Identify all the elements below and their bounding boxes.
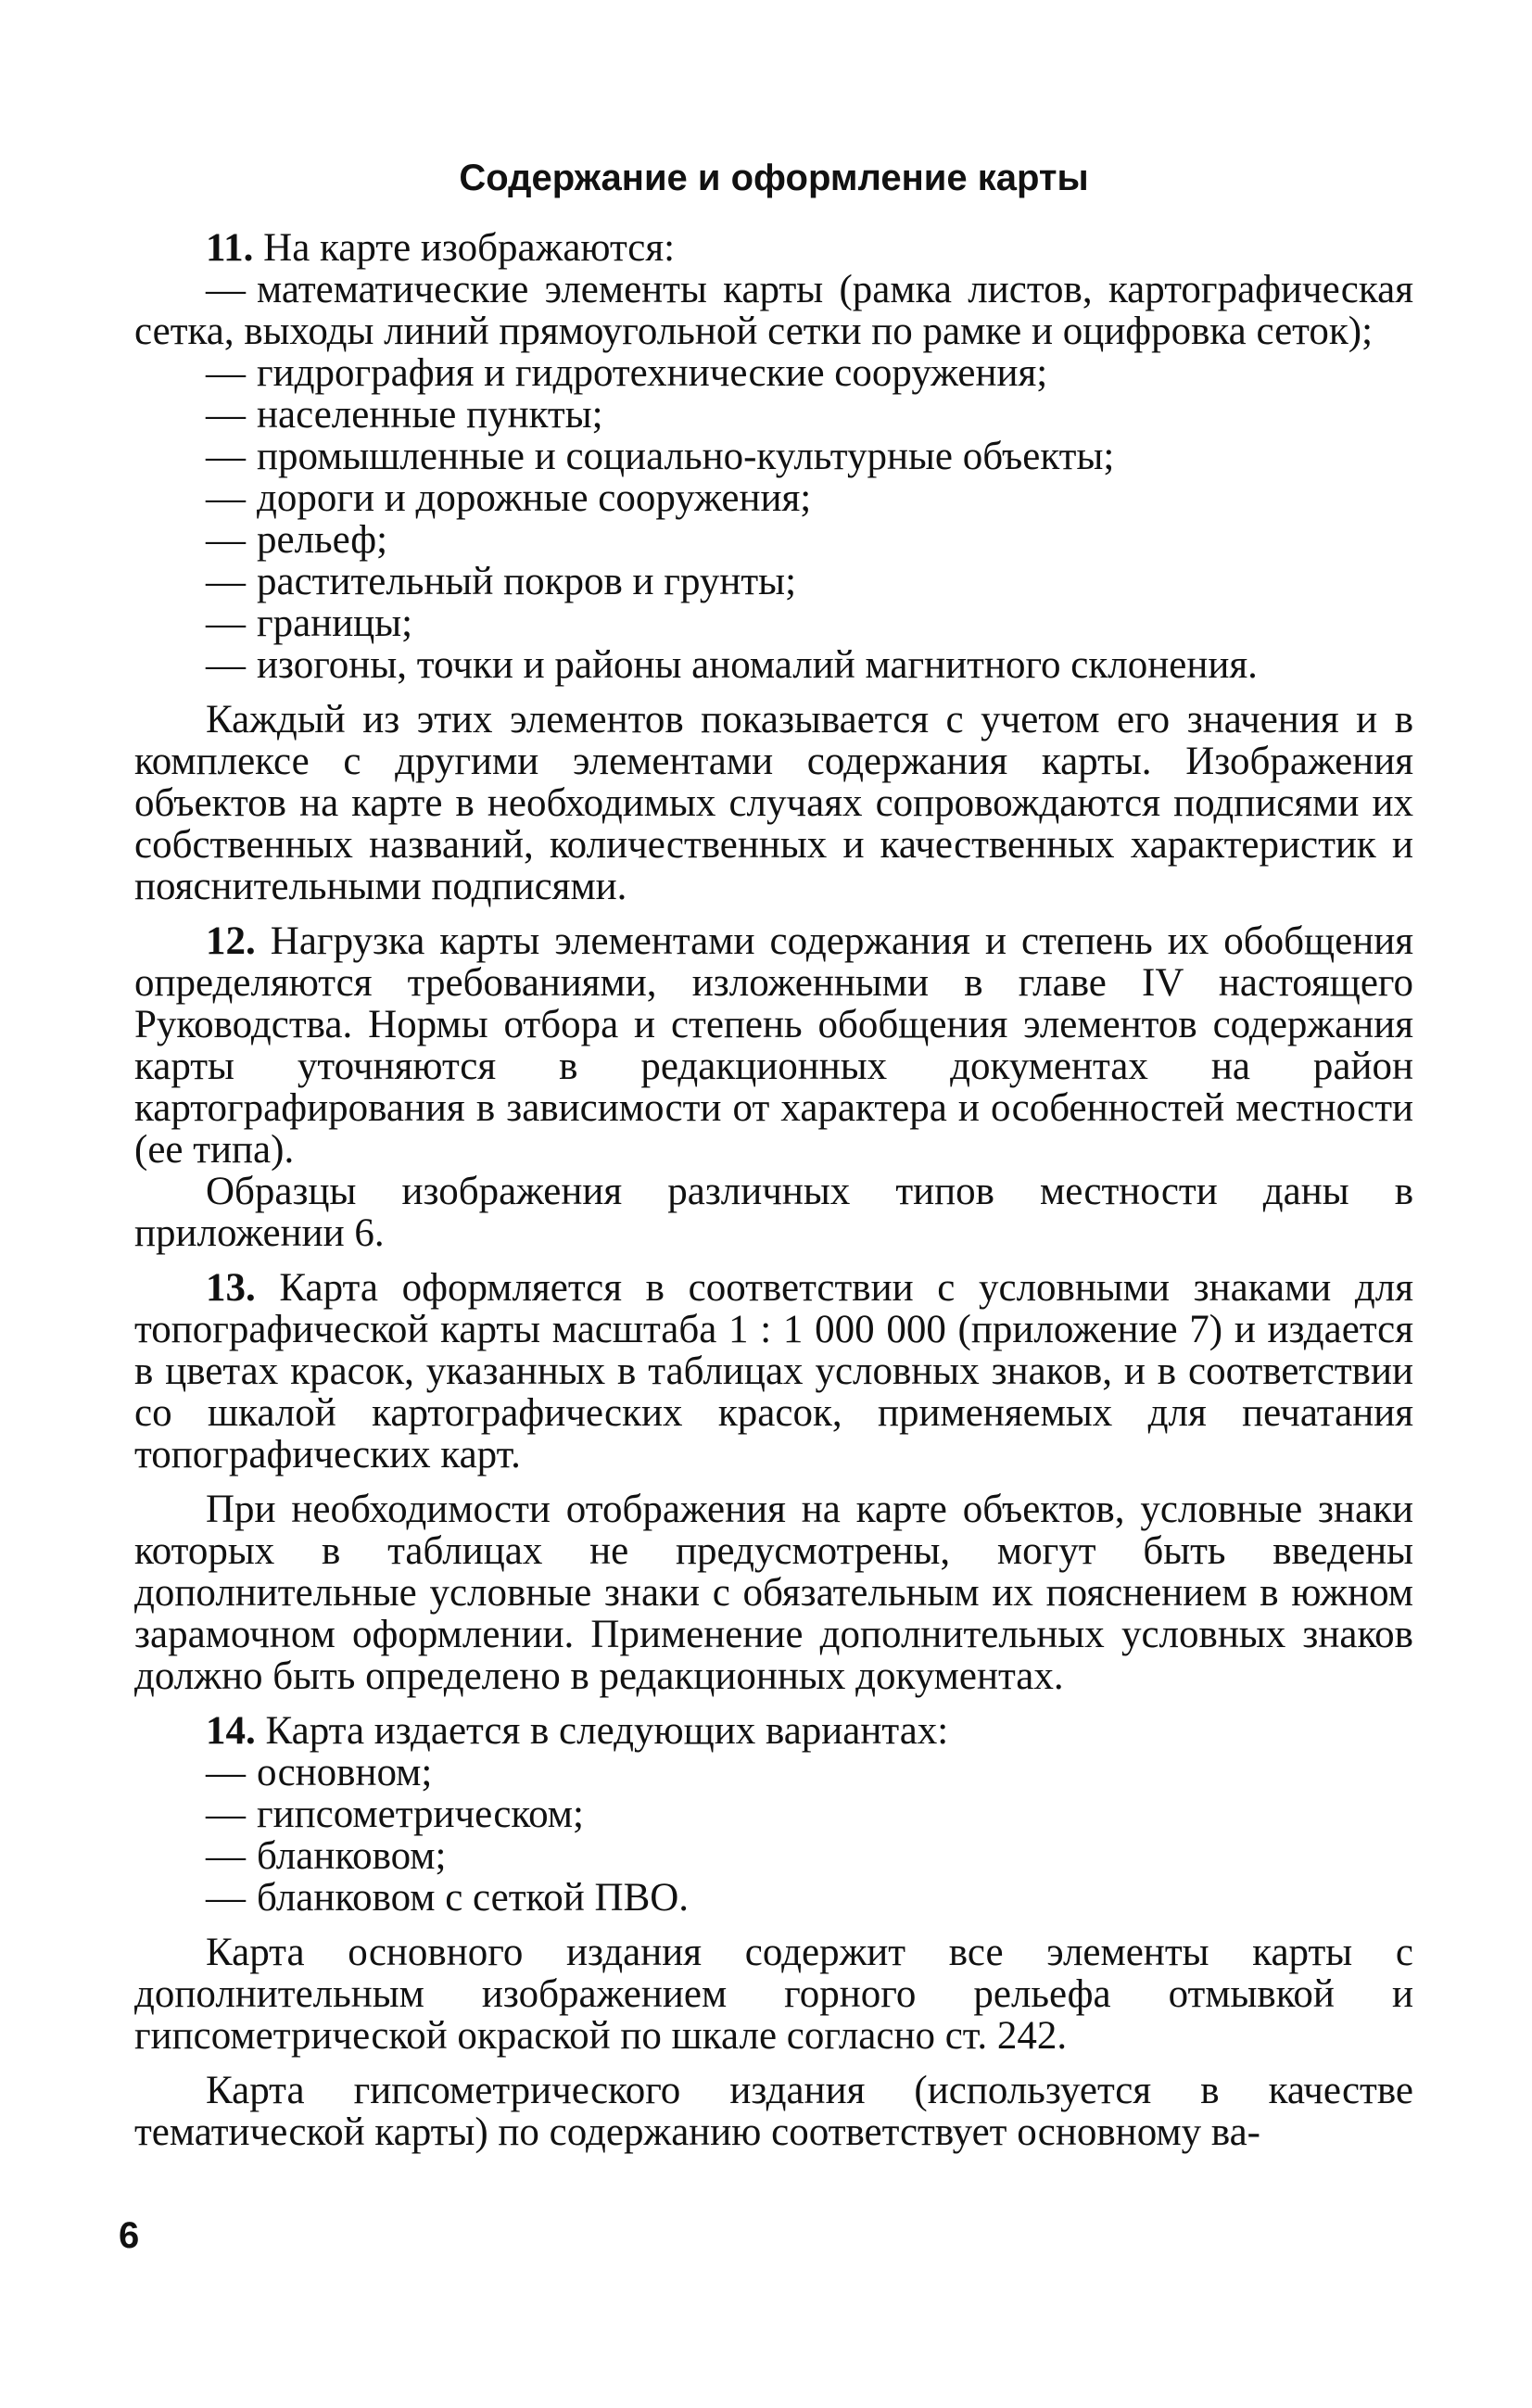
list-item <box>134 519 1413 561</box>
list-item <box>134 1793 1413 1835</box>
dash-mark: — <box>206 268 246 311</box>
list-14 <box>134 1752 1413 1919</box>
page-number: 6 <box>119 2215 140 2256</box>
paragraph-number: 14. <box>206 1709 256 1753</box>
paragraph-14 <box>134 1710 1413 1752</box>
paragraph-number: 13. <box>206 1266 256 1310</box>
list-item <box>134 561 1413 602</box>
paragraph-number: 12. <box>206 919 256 963</box>
list-item <box>134 352 1413 394</box>
paragraph-13-continuation: При необходимости отображения на карте объектов, условные знаки которых в таблицах не предусмотрены, могут быть введены дополнительные условные знаки с обязательным их пояснением в южном зарамочном оформлении. Применение дополнительных условных знаков должно быть определено в редакционных документах. <box>134 1488 1413 1698</box>
dash-mark: — <box>206 560 246 603</box>
list-item-text: населенные пункты; <box>257 393 603 437</box>
section-heading: Содержание и оформление карты <box>459 158 1089 198</box>
paragraph-11 <box>134 227 1413 269</box>
list-item-text: бланковом; <box>257 1834 447 1878</box>
list-item-text: гидрография и гидротехнические сооружения; <box>257 351 1048 395</box>
list-item-text: дороги и дорожные сооружения; <box>257 476 812 520</box>
paragraph-text: Нагрузка карты элементами содержания и степень их обобщения определяются требованиями, изложенными в главе IV настоящего Руководства. Нормы отбора и степень обобщения элементов содержания карты уточняются в редакционных документах на район картографирования в зависимости от характера и особенностей местности (ее типа). <box>134 919 1414 1172</box>
paragraph-number: 11. <box>206 226 254 270</box>
list-item-text: границы; <box>257 602 413 645</box>
list-11 <box>134 269 1413 686</box>
paragraph-14-continuation-1: Карта основного издания содержит все элементы карты с дополнительным изображением горного рельефа отмывкой и гипсометрической окраской по шкале согласно ст. 242. <box>134 1931 1413 2058</box>
dash-mark: — <box>206 518 246 562</box>
page-body <box>134 130 1413 2153</box>
list-item <box>134 1835 1413 1877</box>
paragraph-12-continuation: Образцы изображения различных типов местности даны в приложении 6. <box>134 1170 1413 1255</box>
dash-mark: — <box>206 476 246 520</box>
paragraph-11-continuation: Каждый из этих элементов показывается с учетом его значения и в комплексе с другими элементами содержания карты. Изображения объектов на карте в необходимых случаях сопровождаются подписями их собственных названий, количественных и качественных характеристик и пояснительными подписями. <box>134 698 1413 908</box>
list-item <box>134 602 1413 644</box>
list-item-text: изогоны, точки и районы аномалий магнитного склонения. <box>257 643 1258 687</box>
dash-mark: — <box>206 643 246 687</box>
list-item-text: гипсометрическом; <box>257 1793 584 1836</box>
list-item <box>134 269 1413 352</box>
dash-mark: — <box>206 602 246 645</box>
list-item-text: промышленные и социально-культурные объекты; <box>257 435 1115 478</box>
paragraph-text: Карта издается в следующих вариантах: <box>265 1709 949 1753</box>
paragraph-text: На карте изображаются: <box>263 226 676 270</box>
dash-mark: — <box>206 1793 246 1836</box>
list-item-text: математические элементы карты (рамка листов, картографическая сетка, выходы линий прямоугольной сетки по рамке и оцифровка сеток); <box>134 268 1413 353</box>
paragraph-text: Карта оформляется в соответствии с условными знаками для топографической карты масштаба 1 : 1 000 000 (приложение 7) и издается в цветах красок, указанных в таблицах условных знаков, и в соответствии со шкалой картографических красок, применяемых для печатания топографических карт. <box>134 1266 1414 1476</box>
paragraph-12 <box>134 920 1413 1171</box>
list-item <box>134 1877 1413 1919</box>
list-item <box>134 644 1413 686</box>
list-item-text: основном; <box>257 1751 433 1794</box>
list-item-text: бланковом с сеткой ПВО. <box>257 1876 690 1920</box>
dash-mark: — <box>206 351 246 395</box>
list-item <box>134 394 1413 436</box>
list-item <box>134 477 1413 519</box>
dash-mark: — <box>206 435 246 478</box>
dash-mark: — <box>206 1834 246 1878</box>
list-item-text: рельеф; <box>257 518 388 562</box>
dash-mark: — <box>206 393 246 437</box>
paragraph-14-continuation-2: Карта гипсометрического издания (используется в качестве тематической карты) по содержанию соответствует основному ва- <box>134 2069 1413 2154</box>
dash-mark: — <box>206 1876 246 1920</box>
paragraph-13 <box>134 1267 1413 1476</box>
list-item-text: растительный покров и грунты; <box>257 560 797 603</box>
list-item <box>134 436 1413 477</box>
dash-mark: — <box>206 1751 246 1794</box>
list-item <box>134 1752 1413 1793</box>
